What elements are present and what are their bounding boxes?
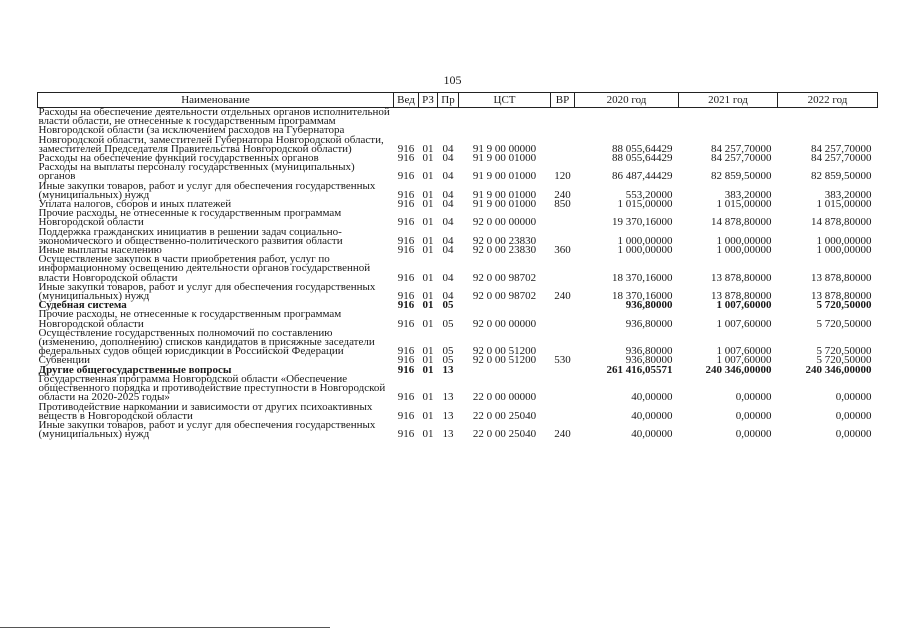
cell-name: Расходы на выплаты персоналу государственных (муниципальных) органов — [38, 161, 355, 183]
cell-2022: 5 720,50000 — [816, 299, 872, 312]
cell-rz: 01 — [422, 142, 434, 155]
cell-2021: 1 007,60000 — [716, 317, 772, 330]
cell-2020: 936,80000 — [625, 345, 673, 358]
cell-2021: 1 000,00000 — [716, 244, 772, 257]
cell-cst: 22 0 00 25040 — [472, 428, 537, 441]
header-2022: 2022 год — [778, 93, 878, 108]
cell-2022: 0,00000 — [835, 409, 872, 422]
cell-2020: 40,00000 — [631, 409, 673, 422]
cell-2022: 84 257,70000 — [811, 152, 872, 165]
page-number: 105 — [443, 73, 462, 87]
cell-2021: 84 257,70000 — [711, 152, 772, 165]
cell-2021: 0,00000 — [735, 428, 772, 441]
cell-vr — [551, 366, 575, 375]
table-row — [38, 163, 878, 181]
cell-ved: 916 — [397, 152, 415, 165]
cell-pr: 13 — [442, 409, 454, 422]
cell-name: Осуществление закупок в части приобретения работ, услуг по информационному освещению деятельности органов государственной власти Новгородской области — [38, 253, 371, 284]
cell-name: Государственная программа Новгородской области «Обеспечение общественного порядка и противодействие преступности в Новгородской области на 2020-2025 годы» — [38, 372, 386, 404]
header-name: Наименование — [38, 93, 394, 108]
cell-2021: 1 007,60000 — [716, 299, 772, 312]
cell-ved: 916 — [397, 216, 415, 229]
cell-2020: 936,80000 — [625, 317, 673, 330]
cell-2020: 936,80000 — [625, 354, 673, 367]
cell-2020: 553,20000 — [625, 188, 673, 201]
cell-ved: 916 — [397, 188, 415, 201]
table-row — [38, 329, 878, 357]
cell-name: Прочие расходы, не отнесенные к государственным программам Новгородской области — [38, 308, 342, 330]
cell-2020: 88 055,64429 — [612, 152, 673, 165]
cell-vr — [551, 310, 575, 328]
cell-rz: 01 — [422, 234, 434, 247]
cell-cst: 92 0 00 00000 — [472, 216, 537, 229]
cell-pr: 04 — [442, 244, 454, 257]
cell-name: Субвенции — [38, 354, 91, 367]
cell-rz: 01 — [422, 391, 434, 404]
cell-cst: 92 0 00 98702 — [472, 290, 537, 303]
cell-pr: 04 — [442, 152, 454, 165]
cell-rz: 01 — [422, 170, 434, 183]
budget-table — [37, 92, 878, 439]
cell-cst: 91 9 00 00000 — [472, 142, 537, 155]
cell-2021: 1 007,60000 — [716, 354, 772, 367]
cell-rz: 01 — [422, 354, 434, 367]
cell-cst: 91 9 00 01000 — [472, 170, 537, 183]
cell-2021: 84 257,70000 — [711, 142, 772, 155]
cell-pr: 04 — [442, 142, 454, 155]
cell-rz: 01 — [422, 290, 434, 303]
cell-vr: 850 — [554, 198, 571, 211]
cell-name: Расходы на обеспечение функций государственных органов — [38, 152, 319, 165]
cell-2022: 1 000,00000 — [816, 234, 872, 247]
cell-name: Уплата налогов, сборов и иных платежей — [38, 198, 232, 211]
cell-name: Иные закупки товаров, работ и услуг для обеспечения государственных (муниципальных) нужд — [38, 179, 376, 201]
cell-2022: 240 346,00000 — [805, 363, 872, 376]
cell-cst: 92 0 00 51200 — [472, 345, 537, 358]
cell-2020: 88 055,64429 — [612, 142, 673, 155]
cell-rz: 01 — [422, 152, 434, 165]
header-2020: 2020 год — [575, 93, 679, 108]
header-rz: РЗ — [419, 93, 438, 108]
cell-pr: 04 — [442, 188, 454, 201]
cell-rz: 01 — [422, 198, 434, 211]
cell-pr: 13 — [442, 428, 454, 441]
cell-2022: 383,20000 — [824, 188, 872, 201]
cell-ved: 916 — [397, 170, 415, 183]
header-2021: 2021 год — [679, 93, 778, 108]
cell-cst: 92 0 00 98702 — [472, 271, 537, 284]
table-row — [38, 108, 878, 155]
cell-rz: 01 — [422, 299, 434, 312]
cell-rz: 01 — [422, 409, 434, 422]
cell-vr: 360 — [554, 244, 571, 257]
cell-vr — [551, 329, 575, 357]
cell-pr: 13 — [442, 391, 454, 404]
cell-vr — [551, 375, 575, 403]
cell-ved: 916 — [397, 271, 415, 284]
cell-2020: 936,80000 — [625, 299, 673, 312]
cell-rz: 01 — [422, 345, 434, 358]
cell-2022: 5 720,50000 — [816, 345, 872, 358]
cell-vr: 240 — [554, 290, 571, 303]
cell-cst — [459, 301, 551, 310]
cell-pr: 04 — [442, 198, 454, 211]
cell-ved: 916 — [397, 428, 415, 441]
cell-pr: 05 — [442, 299, 454, 312]
table-row — [38, 421, 878, 439]
cell-cst: 91 9 00 01000 — [472, 152, 537, 165]
cell-2022: 84 257,70000 — [811, 142, 872, 155]
cell-cst: 92 0 00 00000 — [472, 317, 537, 330]
header-pr: Пр — [438, 93, 459, 108]
cell-rz: 01 — [422, 216, 434, 229]
cell-ved: 916 — [397, 142, 415, 155]
cell-cst: 92 0 00 51200 — [472, 354, 537, 367]
cell-2022: 1 015,00000 — [816, 198, 872, 211]
cell-pr: 04 — [442, 170, 454, 183]
cell-2021: 0,00000 — [735, 409, 772, 422]
cell-2022: 82 859,50000 — [811, 170, 872, 183]
cell-vr: 240 — [554, 428, 571, 441]
cell-vr: 120 — [554, 170, 571, 183]
cell-2021: 1 000,00000 — [716, 234, 772, 247]
cell-vr: 530 — [554, 354, 571, 367]
cell-ved: 916 — [397, 244, 415, 257]
cell-name: Иные выплаты населению — [38, 244, 162, 257]
cell-rz: 01 — [422, 188, 434, 201]
cell-2021: 13 878,80000 — [711, 290, 772, 303]
cell-pr: 04 — [442, 234, 454, 247]
cell-rz: 01 — [422, 363, 434, 376]
cell-2021: 0,00000 — [735, 391, 772, 404]
cell-name: Расходы на обеспечение деятельности отдельных органов исполнительной власти области, не отнесенные к государственным программам Новгородской области (за исключением расходов на Губернатора Новгородской области, заместителей Губернатора Новгородской области, заместителей Председателя Правительства Новгородской области) — [38, 106, 390, 155]
cell-vr — [551, 255, 575, 283]
cell-cst: 92 0 00 23830 — [472, 234, 537, 247]
cell-2022: 0,00000 — [835, 391, 872, 404]
cell-name: Судебная система — [38, 299, 127, 312]
cell-vr — [551, 301, 575, 310]
cell-2020: 1 000,00000 — [617, 234, 673, 247]
cell-2021: 383,20000 — [724, 188, 772, 201]
cell-pr: 04 — [442, 290, 454, 303]
header-cst: ЦСТ — [459, 93, 551, 108]
cell-cst: 92 0 00 23830 — [472, 244, 537, 257]
cell-rz: 01 — [422, 244, 434, 257]
cell-2021: 240 346,00000 — [705, 363, 772, 376]
cell-name: Иные закупки товаров, работ и услуг для обеспечения государственных (муниципальных) нужд — [38, 418, 376, 441]
cell-ved: 916 — [397, 290, 415, 303]
table-row — [38, 209, 878, 227]
cell-ved: 916 — [397, 234, 415, 247]
cell-2021: 14 878,80000 — [711, 216, 772, 229]
cell-2021: 13 878,80000 — [711, 271, 772, 284]
header-ved: Вед — [394, 93, 419, 108]
cell-2020: 1 015,00000 — [617, 198, 673, 211]
cell-ved: 916 — [397, 317, 415, 330]
cell-rz: 01 — [422, 317, 434, 330]
cell-vr — [551, 108, 575, 155]
cell-2022: 1 000,00000 — [816, 244, 872, 257]
cell-pr: 05 — [442, 345, 454, 358]
cell-ved: 916 — [397, 354, 415, 367]
cell-ved: 916 — [397, 409, 415, 422]
cell-vr — [551, 154, 575, 163]
cell-2022: 14 878,80000 — [811, 216, 872, 229]
cell-name: Другие общегосударственные вопросы — [38, 363, 232, 376]
cell-name: Осуществление государственных полномочий по составлению (изменению, дополнению) списков кандидатов в присяжные заседатели федеральных судов общей юрисдикции в Российской Федерации — [38, 326, 375, 358]
page-bottom-divider — [0, 627, 330, 628]
cell-ved: 916 — [397, 345, 415, 358]
cell-cst: 91 9 00 01000 — [472, 188, 537, 201]
cell-name: Противодействие наркомании и зависимости от других психоактивных веществ в Новгородской области — [38, 400, 373, 422]
cell-name: Прочие расходы, не отнесенные к государственным программам Новгородской области — [38, 207, 342, 229]
cell-2020: 18 370,16000 — [612, 290, 673, 303]
cell-name: Поддержка гражданских инициатив в решении задач социально-экономического и общественно-политического развития области — [38, 225, 343, 247]
cell-rz: 01 — [422, 428, 434, 441]
cell-vr — [551, 209, 575, 227]
cell-pr: 04 — [442, 216, 454, 229]
cell-2020: 40,00000 — [631, 428, 673, 441]
cell-pr: 05 — [442, 317, 454, 330]
cell-2020: 19 370,16000 — [612, 216, 673, 229]
cell-2021: 1 007,60000 — [716, 345, 772, 358]
cell-pr: 13 — [442, 363, 454, 376]
cell-cst: 22 0 00 25040 — [472, 409, 537, 422]
cell-rz: 01 — [422, 271, 434, 284]
cell-2021: 1 015,00000 — [716, 198, 772, 211]
cell-ved: 916 — [397, 391, 415, 404]
cell-ved: 916 — [397, 198, 415, 211]
cell-vr — [551, 403, 575, 421]
cell-2022: 5 720,50000 — [816, 354, 872, 367]
cell-pr: 04 — [442, 271, 454, 284]
cell-2020: 1 000,00000 — [617, 244, 673, 257]
table-row — [38, 255, 878, 283]
cell-2021: 82 859,50000 — [711, 170, 772, 183]
cell-name: Иные закупки товаров, работ и услуг для обеспечения государственных (муниципальных) нужд — [38, 280, 376, 303]
cell-vr: 240 — [554, 188, 571, 201]
cell-cst: 22 0 00 00000 — [472, 391, 537, 404]
cell-cst — [459, 366, 551, 375]
table-row — [38, 375, 878, 403]
cell-ved: 916 — [397, 299, 415, 312]
cell-2020: 40,00000 — [631, 391, 673, 404]
cell-2020: 261 416,05571 — [606, 363, 673, 376]
cell-2020: 18 370,16000 — [612, 271, 673, 284]
cell-2022: 0,00000 — [835, 428, 872, 441]
cell-2022: 13 878,80000 — [811, 290, 872, 303]
cell-2020: 86 487,44429 — [612, 170, 673, 183]
cell-2022: 5 720,50000 — [816, 317, 872, 330]
table-body — [38, 108, 878, 440]
cell-2022: 13 878,80000 — [811, 271, 872, 284]
cell-cst: 91 9 00 01000 — [472, 198, 537, 211]
cell-ved: 916 — [397, 363, 415, 376]
cell-pr: 05 — [442, 354, 454, 367]
header-vr: ВР — [551, 93, 575, 108]
